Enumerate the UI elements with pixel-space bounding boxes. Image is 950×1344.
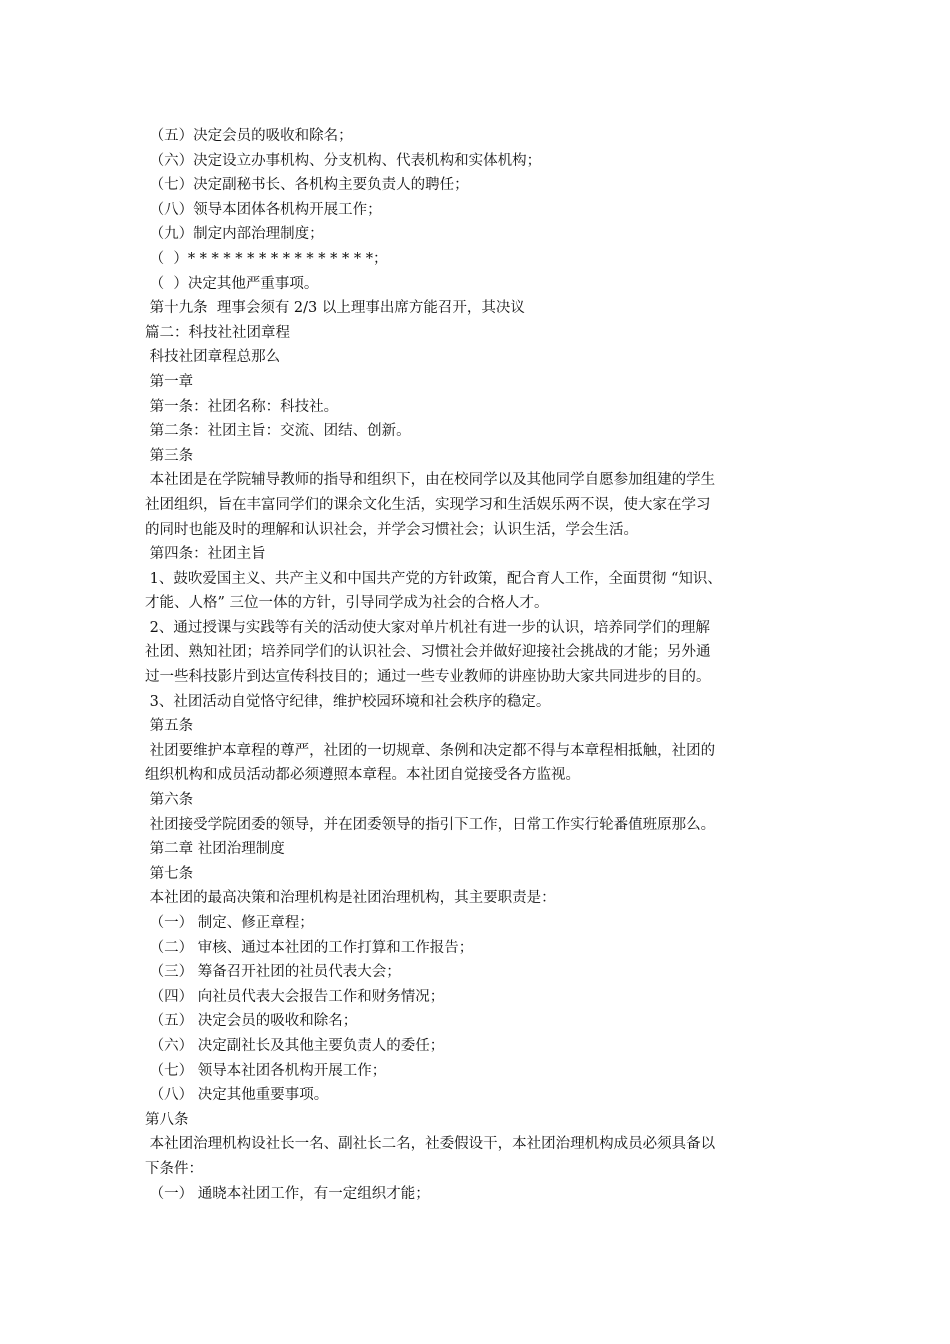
document-line: （二） 审核、通过本社团的工作打算和工作报告； — [145, 939, 474, 956]
document-line: 第六条 — [145, 792, 194, 809]
document-line: 第三条 — [145, 447, 194, 464]
document-line: 本社团的最高决策和治理机构是社团治理机构，其主要职责是： — [145, 890, 556, 907]
document-line: 社团组织，旨在丰富同学们的课余文化生活，实现学习和生活娱乐两不误，使大家在学习 — [145, 496, 711, 513]
document-line: （五）决定会员的吸收和除名； — [145, 128, 353, 144]
document-line: 本社团治理机构设社长一名、副社长二名，社委假设干，本社团治理机构成员必须具备以 — [145, 1136, 716, 1153]
document-line: （ ）决定其他严重事项。 — [145, 275, 319, 292]
document-line: （七）决定副秘书长、各机构主要负责人的聘任； — [145, 177, 469, 194]
document-line: 社团要维护本章程的尊严，社团的一切规章、条例和决定都不得与本章程相抵触，社团的 — [145, 742, 716, 759]
document-line: 第七条 — [145, 865, 194, 882]
document-line: （三） 筹备召开社团的社员代表大会； — [145, 964, 401, 981]
document-line: （九）制定内部治理制度； — [145, 226, 324, 243]
document-line: （一） 制定、修正章程； — [145, 915, 314, 931]
document-line: 第二条：社团主旨：交流、团结、创新。 — [145, 423, 411, 440]
document-line: 第一条：社团名称：科技社。 — [145, 398, 339, 415]
document-line: 本社团是在学院辅导教师的指导和组织下，由在校同学以及其他同学自愿参加组建的学生 — [145, 472, 716, 489]
document-line: （ ）* * * * * * * * * * * * * * * *； — [145, 250, 388, 267]
document-line: 社团、熟知社团；培养同学们的认识社会、习惯社会并做好迎接社会挑战的才能；另外通 — [145, 644, 711, 661]
document-line: 2、通过授课与实践等有关的活动使大家对单片机社有进一步的认识，培养同学们的理解 — [145, 619, 710, 636]
document-line: （八） 决定其他重要事项。 — [145, 1087, 329, 1104]
document-line: 科技社团章程总那么 — [145, 349, 281, 366]
document-line: （四） 向社员代表大会报告工作和财务情况； — [145, 988, 445, 1005]
document-line: 篇二：科技社社团章程 — [145, 324, 290, 341]
document-line: 第五条 — [145, 718, 194, 735]
document-line: （五） 决定会员的吸收和除名； — [145, 1013, 358, 1030]
document-body — [145, 124, 825, 1206]
document-line: 第二章 社团治理制度 — [145, 841, 285, 858]
document-line: 才能、人格” 三位一体的方针，引导同学成为社会的合格人才。 — [145, 595, 549, 612]
document-line: （一） 通晓本社团工作，有一定组织才能； — [145, 1185, 430, 1202]
document-line: 社团接受学院团委的领导，并在团委领导的指引下工作，日常工作实行轮番值班原那么。 — [145, 816, 716, 833]
document-line: 第十九条 理事会须有 2/3 以上理事出席方能召开，其决议 — [145, 300, 525, 317]
document-line: 1、鼓吹爱国主义、共产主义和中国共产党的方针政策，配合育人工作，全面贯彻 “知识、 — [145, 570, 722, 587]
document-line: （六） 决定副社长及其他主要负责人的委任； — [145, 1037, 445, 1054]
document-line: （六）决定设立办事机构、分支机构、代表机构和实体机构； — [145, 152, 542, 169]
document-line: 第四条：社团主旨 — [145, 546, 266, 563]
document-line: 的同时也能及时的理解和认识社会，并学会习惯社会；认识生活，学会生活。 — [145, 521, 638, 538]
document-line: 3、社团活动自觉恪守纪律，维护校园环境和社会秩序的稳定。 — [145, 693, 551, 710]
document-line: （八）领导本团体各机构开展工作； — [145, 201, 382, 218]
document-line: 第八条 — [145, 1111, 189, 1128]
document-line: 组织机构和成员活动都必须遵照本章程。本社团自觉接受各方监视。 — [145, 767, 580, 784]
document-line: （七） 领导本社团各机构开展工作； — [145, 1062, 387, 1079]
document-line: 过一些科技影片到达宣传科技目的；通过一些专业教师的讲座协助大家共同进步的目的。 — [145, 669, 711, 686]
document-line: 第一章 — [145, 373, 194, 390]
document-line: 下条件： — [145, 1160, 203, 1177]
